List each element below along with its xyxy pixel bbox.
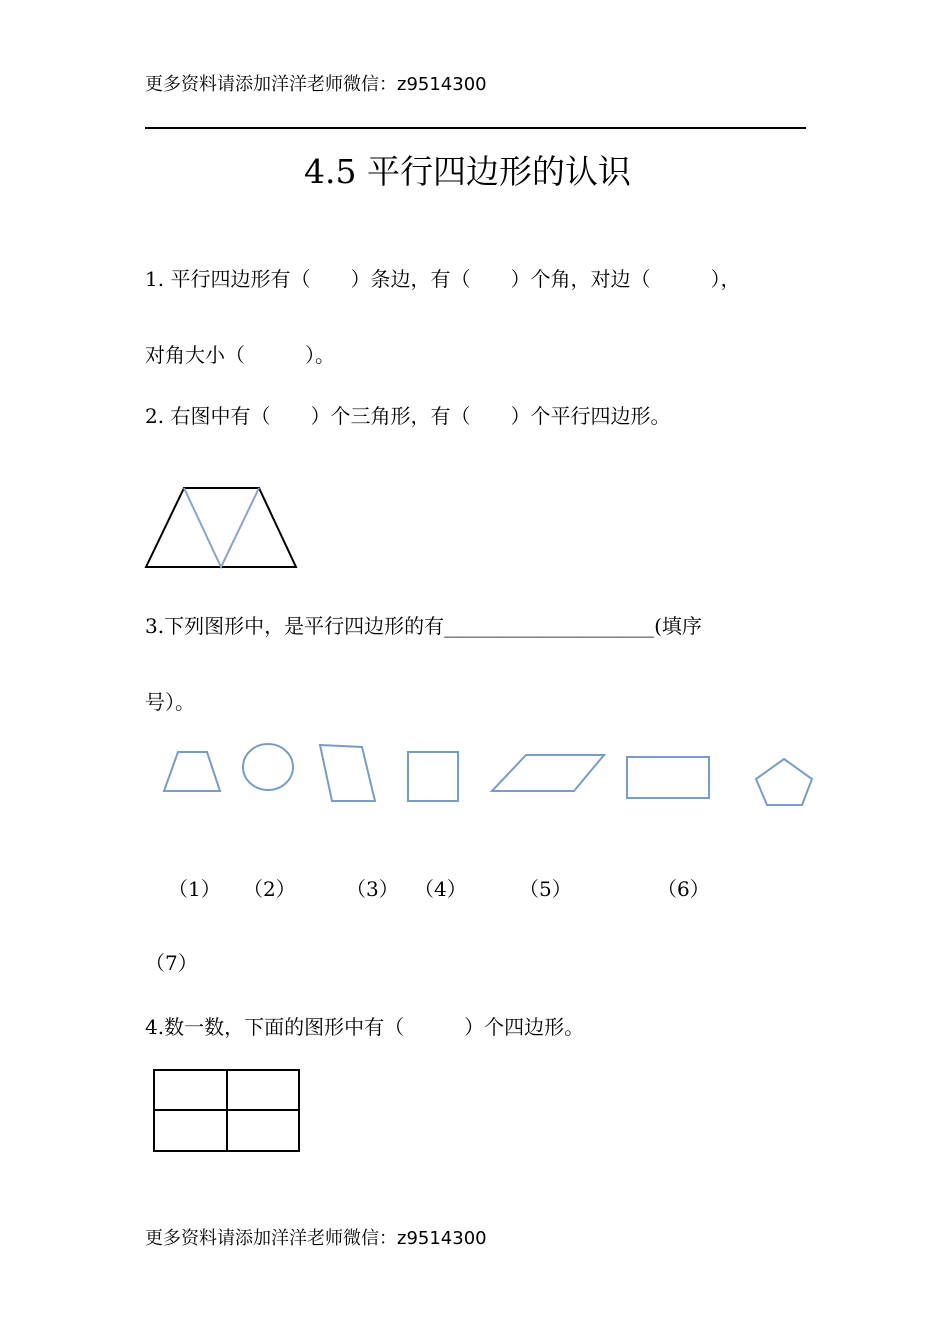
question-4-text: 4.数一数，下面的图形中有（ ）个四边形。: [145, 1015, 585, 1039]
question-1-line-1: 1. 平行四边形有（ ）条边，有（ ）个角，对边（ ），: [145, 267, 741, 291]
header-note: 更多资料请添加洋洋老师微信：z9514300: [145, 74, 487, 95]
shape-label-7: （7）: [145, 951, 198, 975]
question-2-text: 2. 右图中有（ ）个三角形，有（ ）个平行四边形。: [145, 404, 671, 428]
shape-label-2: （2）: [243, 877, 296, 901]
shape-label-1: （1）: [168, 877, 221, 901]
shape-label-3: （3）: [346, 877, 399, 901]
question-3-line-1: 3.下列图形中，是平行四边形的有_____________________(填序: [145, 614, 702, 638]
shape-label-4: （4）: [414, 877, 467, 901]
question-1-line-2: 对角大小（ ）。: [145, 343, 335, 367]
page-title: 4.5 平行四边形的认识: [304, 152, 631, 191]
question-3-line-2: 号）。: [145, 690, 195, 714]
shape-label-6: （6）: [657, 877, 710, 901]
footer-note: 更多资料请添加洋洋老师微信：z9514300: [145, 1228, 487, 1249]
shape-label-5: （5）: [519, 877, 572, 901]
